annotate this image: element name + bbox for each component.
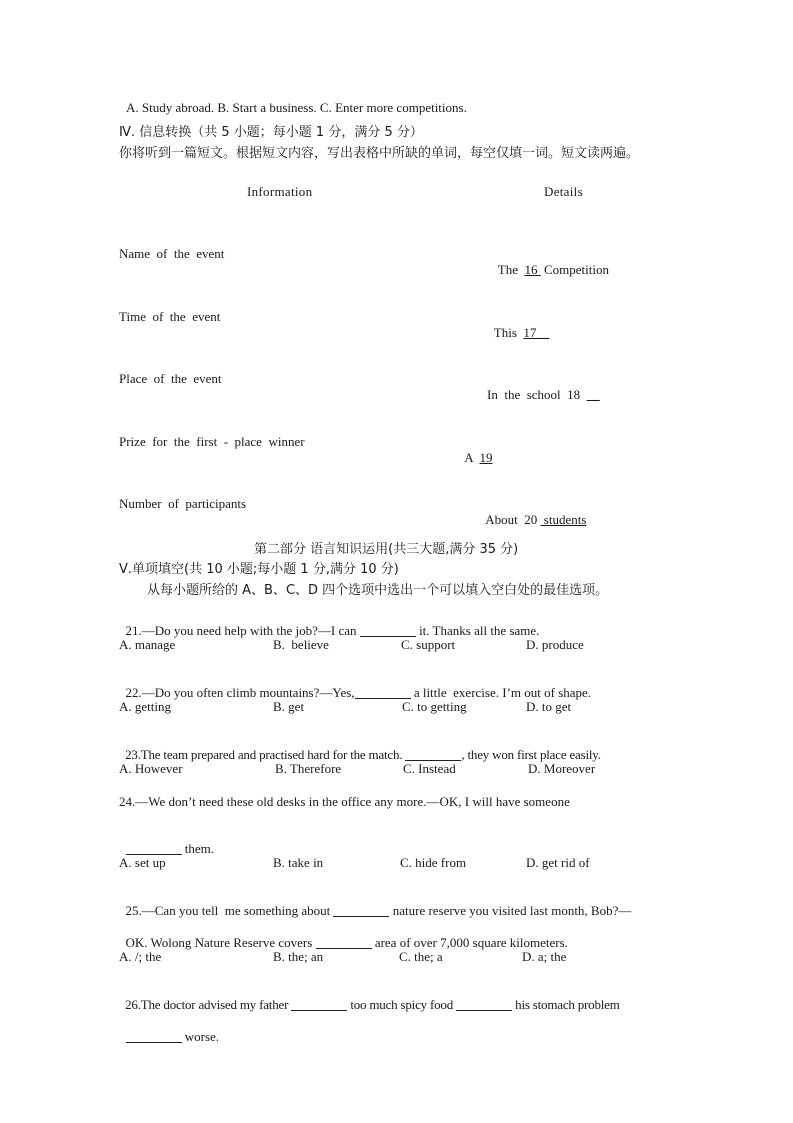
option-a[interactable]: A. set up <box>119 855 166 870</box>
question-24: 24.—We don’t need these old desks in the office any more.—OK, I will have someone <box>119 794 570 809</box>
table-header-details: Details <box>544 184 583 199</box>
stem: 25.—Can you tell me something about <box>125 903 334 918</box>
row-details <box>473 496 586 544</box>
stem: them. <box>181 841 214 856</box>
section4-instruction: 你将听到一篇短文。根据短文内容，写出表格中所缺的单词，每空仅填一词。短文读两遍。 <box>119 146 640 161</box>
blank-20[interactable]: students <box>540 512 587 527</box>
row-details <box>481 309 549 357</box>
option-b[interactable]: B. take in <box>273 855 324 870</box>
stem: 26.The doctor advised my father <box>125 997 292 1012</box>
detail-pre: This <box>493 325 524 340</box>
stem: it. Thanks all the same. <box>415 623 540 638</box>
question-21 <box>119 607 539 639</box>
stem: 22.—Do you often climb mountains?—Yes, <box>125 685 355 700</box>
option-b[interactable]: B. the; an <box>273 949 324 964</box>
row-info: Time of the event <box>119 309 221 324</box>
row-details <box>452 434 492 482</box>
row-details <box>485 246 609 294</box>
row-info: Number of participants <box>119 496 247 511</box>
blank-16[interactable]: 16 <box>524 262 541 277</box>
question-25-cont <box>119 919 568 951</box>
option-c[interactable]: C. support <box>401 637 456 652</box>
option-b[interactable]: B. Therefore <box>275 761 342 776</box>
detail-pre: A <box>464 450 480 465</box>
stem: a little exercise. I’m out of shape. <box>410 685 592 700</box>
stem: worse. <box>181 1029 220 1044</box>
answer-blank[interactable] <box>333 904 389 917</box>
answer-blank[interactable] <box>316 936 372 949</box>
stem: his stomach problem <box>512 997 620 1012</box>
row-info: Prize for the first - place winner <box>119 434 305 449</box>
option-d[interactable]: D. a; the <box>522 949 567 964</box>
part2-title: 第二部分 语言知识运用(共三大题,满分 35 分) <box>254 542 519 557</box>
question-26-cont <box>119 1013 219 1045</box>
option-a[interactable]: A. manage <box>119 637 176 652</box>
answer-blank[interactable] <box>360 624 416 637</box>
stem: , they won first place easily. <box>461 747 601 762</box>
stem: OK. Wolong Nature Reserve covers <box>125 935 316 950</box>
option-d[interactable]: D. produce <box>526 637 584 652</box>
option-a[interactable]: A. However <box>119 761 183 776</box>
option-c[interactable]: C. Instead <box>403 761 456 776</box>
option-a[interactable]: A. /; the <box>119 949 162 964</box>
section5-heading: Ⅴ.单项填空(共 10 小题;每小题 1 分,满分 10 分) <box>119 562 399 577</box>
option-d[interactable]: D. get rid of <box>526 855 590 870</box>
option-b[interactable]: B. believe <box>273 637 329 652</box>
stem: area of over 7,000 square kilometers. <box>371 935 568 950</box>
answer-blank[interactable] <box>456 998 512 1011</box>
stem: 21.—Do you need help with the job?—I can <box>125 623 360 638</box>
previous-question-options: A. Study abroad. B. Start a business. C. Enter more competitions. <box>126 100 467 115</box>
option-b[interactable]: B. get <box>273 699 305 714</box>
option-c[interactable]: C. to getting <box>402 699 467 714</box>
option-c[interactable]: C. the; a <box>399 949 443 964</box>
row-info: Name of the event <box>119 246 225 261</box>
option-c[interactable]: C. hide from <box>400 855 467 870</box>
question-24-cont <box>119 825 214 857</box>
stem: nature reserve you visited last month, Bob?— <box>389 903 632 918</box>
stem: 23.The team prepared and practised hard for the match. <box>125 747 406 762</box>
question-23 <box>119 731 601 763</box>
answer-blank[interactable] <box>355 686 411 699</box>
table-header-information: Information <box>247 184 313 199</box>
blank-18[interactable]: __ <box>586 387 600 402</box>
option-a[interactable]: A. getting <box>119 699 171 714</box>
detail-pre: The <box>497 262 525 277</box>
section5-instruction: 从每小题所给的 A、B、C、D 四个选项中选出一个可以填入空白处的最佳选项。 <box>147 583 609 598</box>
question-26 <box>119 981 620 1013</box>
answer-blank[interactable] <box>405 748 461 761</box>
question-25 <box>119 887 631 919</box>
row-info: Place of the event <box>119 371 222 386</box>
section4-heading: Ⅳ. 信息转换（共 5 小题；每小题 1 分，满分 5 分） <box>119 125 423 140</box>
row-details <box>474 371 600 419</box>
option-d[interactable]: D. to get <box>526 699 572 714</box>
question-22 <box>119 669 591 701</box>
stem: too much spicy food <box>347 997 457 1012</box>
blank-19[interactable]: 19 <box>479 450 493 465</box>
answer-blank[interactable] <box>291 998 347 1011</box>
answer-blank[interactable] <box>126 1030 182 1043</box>
answer-blank[interactable] <box>126 842 182 855</box>
blank-17[interactable]: 17__ <box>523 325 550 340</box>
option-d[interactable]: D. Moreover <box>528 761 596 776</box>
detail-pre: In the school 18 <box>487 387 587 402</box>
detail-pre: About 20 <box>485 512 541 527</box>
detail-post: Competition <box>540 262 609 277</box>
